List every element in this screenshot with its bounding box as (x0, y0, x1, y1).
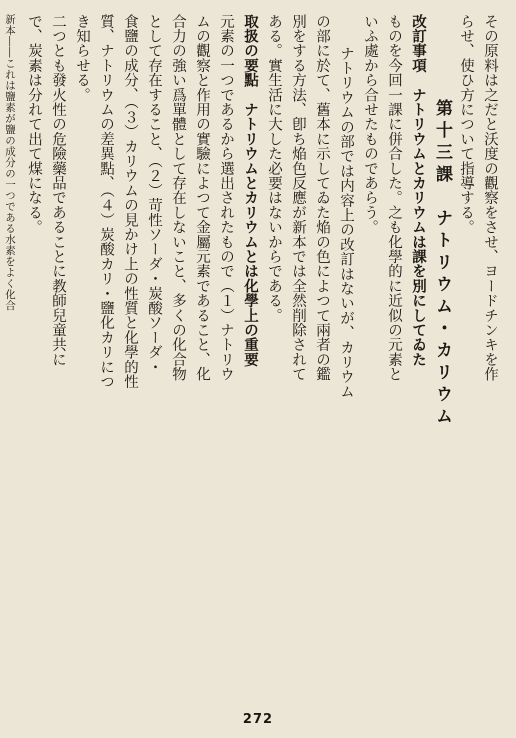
text-line: の部に於て、舊本に示してゐた焔の色によつて兩者の鑑 (314, 14, 330, 382)
text-line: いふ處から合せたものであらう。 (362, 14, 378, 235)
text-line: 取扱の要點 ナトリウムとカリウムとは化學上の重要 (242, 14, 259, 367)
text-line: 元素の一つであるから選出されたもので（１）ナトリウ (218, 14, 234, 382)
text-line: ものを今回一課に併合した。之も化學的に近似の元素と (386, 14, 402, 382)
text-line: ムの觀察と作用の實驗によつて金屬元素であること、化 (194, 14, 210, 382)
text-line: として存在すること、（２）苛性ソーダ・炭酸ソーダ・ (146, 14, 162, 375)
note-line: 新本――これは鹽素が鹽の成分の一つである水素をよく化合 (4, 14, 16, 311)
text-line: 合力の強い爲單體として存在しないこと、多くの化合物 (170, 14, 186, 382)
page-number: 272 (242, 712, 274, 727)
vertical-text-body (4, 14, 502, 694)
text-line: で、炭素は分れて出て煤になる。 (26, 14, 42, 235)
text-line: 改訂事項 ナトリウムとカリウムは課を別にしてゐた (410, 14, 427, 367)
text-line: ある。實生活に大した必要はないからである。 (266, 14, 282, 323)
text-line: 別をする方法、卽ち焔色反應が新本では全然削除されて (290, 14, 306, 382)
text-line: 二つとも發火性の危險藥品であることに教師兒童共に (50, 14, 66, 367)
text-line: その原料は之だと沃度の觀察をさせ、ヨードチンキを作 (482, 14, 498, 382)
text-line: き知らせる。 (74, 14, 90, 103)
section-heading: 第十三課 ナトリウム・カリウム (432, 99, 452, 429)
text-line: 食鹽の成分、（３）カリウムの見かけ上の性質と化學的性 (122, 14, 138, 389)
text-line: ナトリウムの部では内容上の改訂はないが、カリウム (338, 45, 354, 399)
text-line: らせ、使ひ方について指導する。 (458, 14, 474, 235)
text-line: 質、ナトリウムの差異點、（４）炭酸カリ・鹽化カリにつ (98, 14, 114, 389)
